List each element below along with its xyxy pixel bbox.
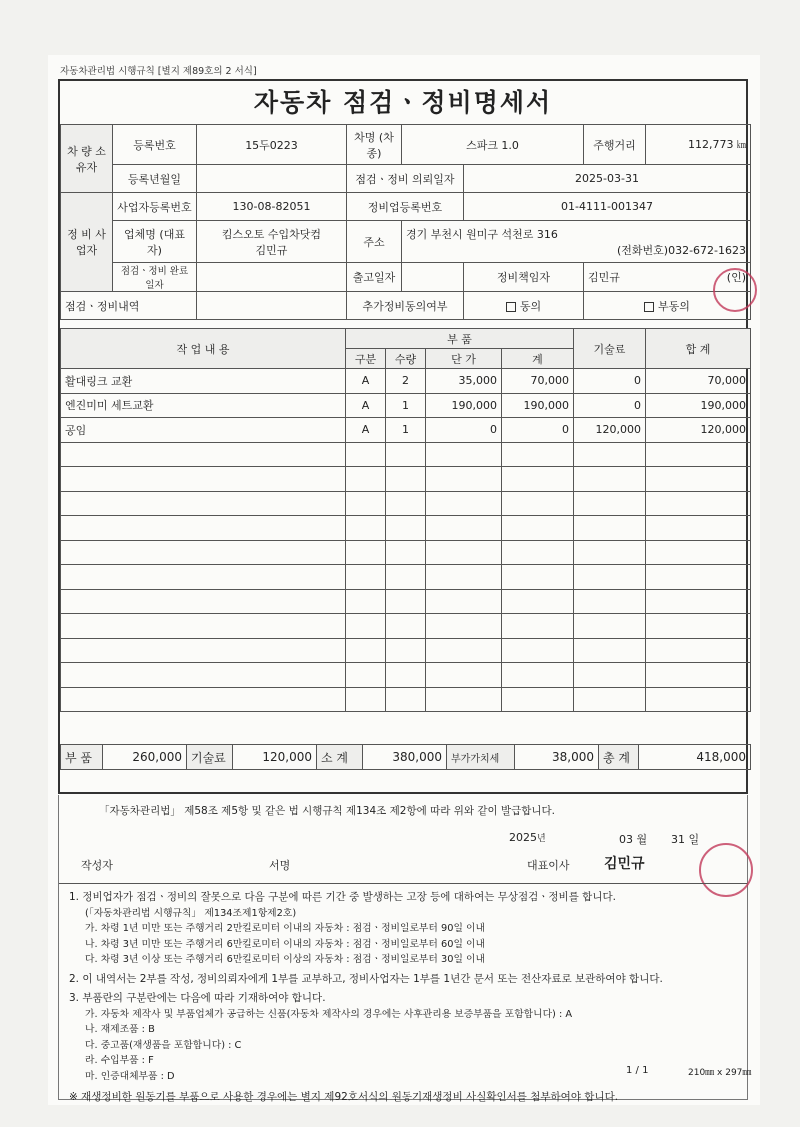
cell-price: 0 [426,418,502,443]
cell-sum: 70,000 [502,369,574,394]
cell-qty [386,540,426,565]
note-3: 3. 부품란의 구분란에는 다음에 따라 기재하여야 합니다. [69,992,326,1004]
cell-qty: 1 [386,393,426,418]
cell-price [426,516,502,541]
cell-price [426,663,502,688]
consent-yes-label: 동의 [519,299,542,313]
address: 경기 부천시 원미구 석천로 316 [406,227,558,241]
cell-labor [574,491,646,516]
month: 03 [619,833,633,846]
cell-work: 엔진미미 세트교환 [61,393,346,418]
cell-sum [502,516,574,541]
labor-total-label: 기술료 [187,745,233,770]
cell-work: 활대링크 교환 [61,369,346,394]
mileage-label: 주행거리 [584,125,646,165]
checkbox-icon [644,302,654,312]
cell-total [646,491,751,516]
table-row [61,516,751,541]
items-body [61,369,751,712]
note-1d: 다. 차령 3년 이상 또는 주행거리 6만킬로미터 이상의 자동차 : 점검ㆍ정비일로부터 30일 이내 [85,954,485,965]
note-1: 1. 정비업자가 점검ㆍ정비의 잘못으로 다음 구분에 따른 기간 중 발생하는 고장 등에 대하여는 무상점검ㆍ정비를 합니다. [69,891,616,903]
cell-work [61,614,346,639]
cell-labor: 0 [574,369,646,394]
cell-sum [502,565,574,590]
table-row [61,393,751,418]
cell-qty: 2 [386,369,426,394]
col-parts: 부 품 [346,329,574,349]
day: 31 [671,833,685,846]
address-cell [402,221,751,263]
labor-total: 120,000 [233,745,317,770]
table-row [61,589,751,614]
cell-type [346,663,386,688]
cell-qty [386,614,426,639]
cell-work [61,565,346,590]
note-1a: (「자동차관리법 시행규칙」 제134조제1항제2호) [85,907,297,919]
parts-total: 260,000 [103,745,187,770]
consent-yes[interactable] [464,292,584,320]
page-number: 1 / 1 [626,1065,649,1076]
cell-total [646,467,751,492]
note-4: ※ 재생정비한 원동기를 부품으로 사용한 경우에는 별지 제92호서식의 원동기재생정비 사실확인서를 첨부하여야 합니다. [69,1091,619,1103]
cell-labor [574,638,646,663]
cell-total [646,442,751,467]
request-date-value: 2025-03-31 [464,165,751,193]
cell-total: 70,000 [646,369,751,394]
cell-qty [386,638,426,663]
mileage-value [646,125,751,165]
cell-labor [574,614,646,639]
done-date-label: 점검ㆍ정비 완료일자 [113,263,197,292]
cell-type [346,540,386,565]
writer-label: 작성자 [81,859,113,872]
cell-type [346,589,386,614]
note-3a: 가. 자동차 제작사 및 부품업체가 공급하는 신품(자동차 제작사의 경우에는 사후관리용 보증부품을 포함합니다) : A [85,1008,573,1020]
lower-section [58,795,748,1103]
cell-labor [574,442,646,467]
model-label: 차명 (차종) [347,125,402,165]
cell-sum [502,491,574,516]
checkbox-icon [506,302,516,312]
year: 2025 [509,831,537,844]
cell-type [346,687,386,712]
cell-work [61,638,346,663]
cell-work [61,467,346,492]
cell-total [646,663,751,688]
cell-price [426,638,502,663]
ceo-name: 김민규 [604,856,645,872]
cell-price [426,442,502,467]
cell-sum [502,638,574,663]
note-1c: 나. 차령 3년 미만 또는 주행거리 6만킬로미터 이내의 자동차 : 점검ㆍ정비일로부터 60일 이내 [85,938,485,950]
cell-total: 190,000 [646,393,751,418]
detail-value [197,292,347,320]
biz-no-value: 130-08-82051 [197,193,347,221]
table-row [61,418,751,443]
phone: (전화번호)032-672-1623 [616,243,746,257]
col-unit-price: 단 가 [426,349,502,369]
cell-price [426,614,502,639]
cell-labor [574,540,646,565]
cell-work [61,516,346,541]
biz-no-label: 사업자등록번호 [113,193,197,221]
company-name: 킴스오토 수입차닷컴 [221,227,322,241]
manager-label: 정비책임자 [464,263,584,292]
table-row [61,687,751,712]
cell-sum [502,614,574,639]
cell-sum [502,663,574,688]
note-3e: 마. 인증대체부품 : D [85,1070,175,1082]
mileage-unit: ㎞ [736,141,746,151]
col-total: 합 계 [646,329,751,369]
cell-type [346,467,386,492]
cell-price [426,467,502,492]
subtotal: 380,000 [363,745,447,770]
month-unit: 월 [636,833,648,846]
cell-price [426,687,502,712]
shop-no-label: 정비업등록번호 [347,193,464,221]
company-name-cell [197,221,347,263]
cell-work [61,589,346,614]
cell-work [61,442,346,467]
cell-type [346,565,386,590]
shop-no-value: 01-4111-001347 [464,193,751,221]
cell-type: A [346,393,386,418]
form-reference: 자동차관리법 시행규칙 [별지 제89호의 2 서식] [60,66,257,77]
cell-labor [574,565,646,590]
table-row [61,467,751,492]
cell-total [646,687,751,712]
cell-type: A [346,369,386,394]
manager-stamp [713,268,757,312]
cell-type [346,638,386,663]
reg-no-value: 15두0223 [197,125,347,165]
page-title: 자동차 점검ㆍ정비명세서 [60,81,746,125]
cell-qty [386,565,426,590]
note-1b: 가. 차령 1년 미만 또는 주행거리 2만킬로미터 이내의 자동차 : 점검ㆍ정비일로부터 90일 이내 [85,923,485,934]
done-date-value [197,263,347,292]
cell-qty [386,589,426,614]
cell-type [346,516,386,541]
cell-qty [386,491,426,516]
table-row [61,540,751,565]
reg-date-label: 등록년월일 [113,165,197,193]
table-row [61,638,751,663]
note-3b: 나. 재제조품 : B [85,1024,155,1035]
model-value: 스파크 1.0 [402,125,584,165]
release-label: 출고일자 [347,263,402,292]
consent-label: 추가정비동의여부 [347,292,464,320]
cell-labor [574,687,646,712]
cell-work [61,491,346,516]
cell-total [646,638,751,663]
cell-sum [502,442,574,467]
issue-day [671,831,699,847]
paper-size: 210㎜ x 297㎜ [688,1068,752,1078]
manager-seal: (인) [726,271,746,284]
cell-price [426,589,502,614]
detail-label: 점검ㆍ정비내역 [61,292,197,320]
cell-total [646,589,751,614]
cell-work [61,687,346,712]
cell-total [646,565,751,590]
grand-total: 418,000 [639,745,751,770]
cell-qty [386,516,426,541]
cell-price: 35,000 [426,369,502,394]
cell-sum [502,687,574,712]
cell-price [426,565,502,590]
table-row [61,614,751,639]
table-row [61,565,751,590]
release-value [402,263,464,292]
document-page [48,55,760,1105]
cell-total: 120,000 [646,418,751,443]
col-qty: 수량 [386,349,426,369]
cell-total [646,540,751,565]
request-date-label: 점검ㆍ정비 의뢰일자 [347,165,464,193]
mileage-number: 112,773 [687,138,734,151]
cell-work [61,540,346,565]
business-section-label: 정 비 사업자 [61,193,113,292]
cell-sum [502,467,574,492]
cell-type [346,614,386,639]
cell-labor [574,467,646,492]
cell-price [426,491,502,516]
col-labor: 기술료 [574,329,646,369]
cell-type [346,442,386,467]
cell-qty [386,663,426,688]
cell-price: 190,000 [426,393,502,418]
law-text: 「자동차관리법」 제58조 제5항 및 같은 법 시행규칙 제134조 제2항에 따라 위와 같이 발급합니다. [99,805,556,817]
vat-label: 부가가치세 [447,745,515,770]
cell-price [426,540,502,565]
sign-label: 서명 [269,859,291,872]
cell-work: 공임 [61,418,346,443]
col-sum: 계 [502,349,574,369]
reg-no-label: 등록번호 [113,125,197,165]
header-table [60,124,751,320]
cell-sum: 0 [502,418,574,443]
cell-labor: 120,000 [574,418,646,443]
subtotal-label: 소 계 [317,745,363,770]
items-table [60,328,751,712]
parts-total-label: 부 품 [61,745,103,770]
note-2: 2. 이 내역서는 2부를 작성, 정비의뢰자에게 1부를 교부하고, 정비사업자는 1부를 1년간 문서 또는 전산자료로 보관하여야 합니다. [69,972,663,985]
company-name-label: 업체명 (대표자) [113,221,197,263]
form-frame [58,79,748,794]
year-unit: 년 [537,834,546,844]
representative: 김민규 [255,243,288,257]
issue-year [509,831,546,844]
cell-qty: 1 [386,418,426,443]
grand-total-label: 총 계 [599,745,639,770]
table-row [61,369,751,394]
cell-qty [386,687,426,712]
note-3c: 다. 중고품(재생품을 포함합니다) : C [85,1039,242,1051]
cell-labor: 0 [574,393,646,418]
cell-total [646,614,751,639]
cell-labor [574,589,646,614]
day-unit: 일 [688,833,700,846]
table-row [61,442,751,467]
consent-no-label: 부동의 [658,299,690,313]
cell-type: A [346,418,386,443]
manager-name: 김민규 [588,271,620,284]
cell-sum [502,589,574,614]
cell-work [61,663,346,688]
cell-labor [574,663,646,688]
reg-date-value [197,165,347,193]
owner-section-label: 차 량 소유자 [61,125,113,193]
col-type: 구분 [346,349,386,369]
note-3d: 라. 수입부품 : F [85,1055,154,1066]
cell-sum [502,540,574,565]
address-label: 주소 [347,221,402,263]
totals-table [60,744,751,770]
cell-qty [386,467,426,492]
table-row [61,663,751,688]
vat: 38,000 [515,745,599,770]
table-row [61,491,751,516]
ceo-label: 대표이사 [527,859,570,872]
cell-total [646,516,751,541]
col-work: 작 업 내 용 [61,329,346,369]
notes [59,883,747,1112]
cell-labor [574,516,646,541]
cell-qty [386,442,426,467]
cell-sum: 190,000 [502,393,574,418]
issue-month [619,831,647,847]
cell-type [346,491,386,516]
